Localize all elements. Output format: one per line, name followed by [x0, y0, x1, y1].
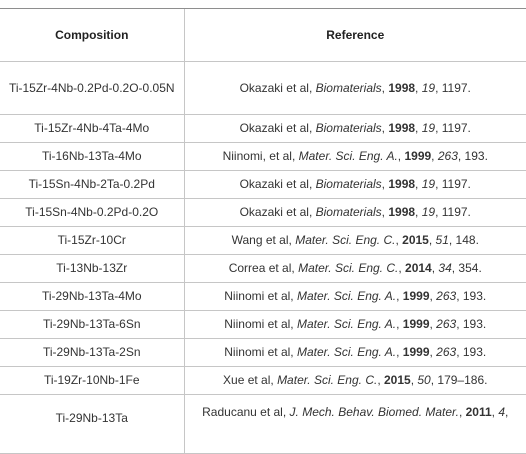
ref-journal: Mater. Sci. Eng. A. — [296, 345, 397, 359]
ref-authors: Wang et al, — [231, 233, 292, 247]
ref-year: 1998 — [388, 205, 416, 219]
reference-cell: Niinomi et al, Mater. Sci. Eng. A., 1999, 263, 193. — [184, 339, 526, 367]
reference-cell: Correa et al, Mater. Sci. Eng. C., 2014, 34, 354. — [184, 255, 526, 283]
ref-pages: 148. — [455, 233, 479, 247]
composition-cell: Ti-15Sn-4Nb-0.2Pd-0.2O — [0, 199, 184, 227]
composition-cell: Ti-29Nb-13Ta-2Sn — [0, 339, 184, 367]
ref-authors: Correa et al, — [228, 261, 295, 275]
table-row — [0, 62, 526, 115]
ref-journal: Mater. Sci. Eng. C. — [295, 233, 396, 247]
ref-journal: J. Mech. Behav. Biomed. Mater. — [289, 405, 459, 419]
reference-cell: Okazaki et al, Biomaterials, 1998, 19, 1197. — [184, 171, 526, 199]
ref-volume: 34 — [438, 261, 452, 275]
ref-authors: Niinomi, et al, — [222, 149, 296, 163]
ref-year: 2015 — [402, 233, 429, 247]
composition-cell: Ti-13Nb-13Zr — [0, 255, 184, 283]
composition-cell: Ti-16Nb-13Ta-4Mo — [0, 143, 184, 171]
alloy-reference-table — [0, 8, 526, 454]
ref-volume: 50 — [417, 373, 431, 387]
reference-cell: Wang et al, Mater. Sci. Eng. C., 2015, 51, 148. — [184, 227, 526, 255]
reference-cell: Okazaki et al, Biomaterials, 1998, 19, 1197. — [184, 115, 526, 143]
ref-year: 2011 — [465, 405, 492, 419]
ref-volume: 19 — [421, 80, 436, 95]
ref-pages: 1197. — [441, 80, 471, 95]
ref-year: 1998 — [388, 177, 416, 191]
composition-cell: Ti-15Zr-4Nb-4Ta-4Mo — [0, 115, 184, 143]
ref-volume: 4 — [498, 405, 506, 419]
ref-year: 1999 — [404, 149, 432, 163]
table-row — [0, 227, 526, 255]
ref-journal: Biomaterials — [315, 80, 382, 95]
ref-year: 1998 — [388, 121, 416, 135]
ref-year: 1999 — [402, 289, 430, 303]
ref-year: 1999 — [402, 317, 430, 331]
ref-journal: Biomaterials — [315, 177, 382, 191]
header-reference: Reference — [184, 9, 526, 62]
ref-authors: Okazaki et al, — [239, 121, 313, 135]
ref-journal: Mater. Sci. Eng. A. — [296, 289, 397, 303]
table-row — [0, 367, 526, 395]
ref-authors: Niinomi et al, — [224, 345, 294, 359]
table-row — [0, 171, 526, 199]
ref-pages: 1197. — [441, 177, 471, 191]
ref-volume: 19 — [421, 121, 436, 135]
table-row — [0, 199, 526, 227]
composition-cell: Ti-15Zr-10Cr — [0, 227, 184, 255]
table-row — [0, 255, 526, 283]
table-row — [0, 339, 526, 367]
ref-pages: 193. — [462, 317, 487, 331]
ref-journal: Mater. Sci. Eng. A. — [298, 149, 398, 163]
ref-pages: 193. — [462, 289, 487, 303]
ref-authors: Raducanu et al, — [202, 405, 287, 419]
ref-journal: Biomaterials — [315, 205, 382, 219]
ref-pages: 1197. — [441, 121, 471, 135]
reference-cell: Niinomi, et al, Mater. Sci. Eng. A., 1999, 263, 193. — [184, 143, 526, 171]
composition-cell: Ti-29Nb-13Ta — [0, 395, 184, 454]
reference-cell: Niinomi et al, Mater. Sci. Eng. A., 1999, 263, 193. — [184, 311, 526, 339]
ref-pages: 193. — [464, 149, 488, 163]
ref-authors: Okazaki et al, — [239, 205, 313, 219]
ref-authors: Niinomi et al, — [224, 289, 294, 303]
ref-pages: 354. — [458, 261, 482, 275]
ref-journal: Mater. Sci. Eng. C. — [277, 373, 378, 387]
ref-year: 1999 — [402, 345, 430, 359]
reference-cell: Okazaki et al, Biomaterials, 1998, 19, 1197. — [184, 62, 526, 115]
ref-volume: 263 — [436, 345, 457, 359]
reference-cell: Okazaki et al, Biomaterials, 1998, 19, 1197. — [184, 199, 526, 227]
reference-cell: Niinomi et al, Mater. Sci. Eng. A., 1999, 263, 193. — [184, 283, 526, 311]
ref-journal: Biomaterials — [315, 121, 382, 135]
header-composition: Composition — [0, 9, 184, 62]
ref-year: 1998 — [388, 80, 416, 95]
ref-year: 2015 — [384, 373, 411, 387]
ref-authors: Niinomi et al, — [224, 317, 294, 331]
composition-cell: Ti-29Nb-13Ta-4Mo — [0, 283, 184, 311]
composition-cell: Ti-15Zr-4Nb-0.2Pd-0.2O-0.05N — [0, 62, 184, 115]
ref-volume: 263 — [437, 149, 458, 163]
table-row — [0, 115, 526, 143]
composition-cell: Ti-19Zr-10Nb-1Fe — [0, 367, 184, 395]
ref-journal: Mater. Sci. Eng. A. — [296, 317, 397, 331]
ref-volume: 263 — [436, 289, 457, 303]
ref-year: 2014 — [405, 261, 432, 275]
table-row — [0, 395, 526, 454]
ref-authors: Okazaki et al, — [239, 80, 313, 95]
ref-authors: Xue et al, — [223, 373, 274, 387]
ref-authors: Okazaki et al, — [239, 177, 313, 191]
ref-pages: 1197. — [441, 205, 471, 219]
ref-volume: 263 — [436, 317, 457, 331]
table-row — [0, 143, 526, 171]
ref-journal: Mater. Sci. Eng. C. — [298, 261, 399, 275]
reference-cell: Xue et al, Mater. Sci. Eng. C., 2015, 50, 179–186. — [184, 367, 526, 395]
ref-pages: 193. — [462, 345, 487, 359]
table-header-row — [0, 9, 526, 62]
reference-cell: Raducanu et al, J. Mech. Behav. Biomed. Mater., 2011, 4, — [184, 395, 526, 454]
ref-volume: 51 — [435, 233, 449, 247]
composition-cell: Ti-29Nb-13Ta-6Sn — [0, 311, 184, 339]
table-row — [0, 311, 526, 339]
ref-pages: 179–186. — [437, 373, 488, 387]
table-row — [0, 283, 526, 311]
ref-volume: 19 — [421, 177, 436, 191]
composition-cell: Ti-15Sn-4Nb-2Ta-0.2Pd — [0, 171, 184, 199]
ref-volume: 19 — [421, 205, 436, 219]
